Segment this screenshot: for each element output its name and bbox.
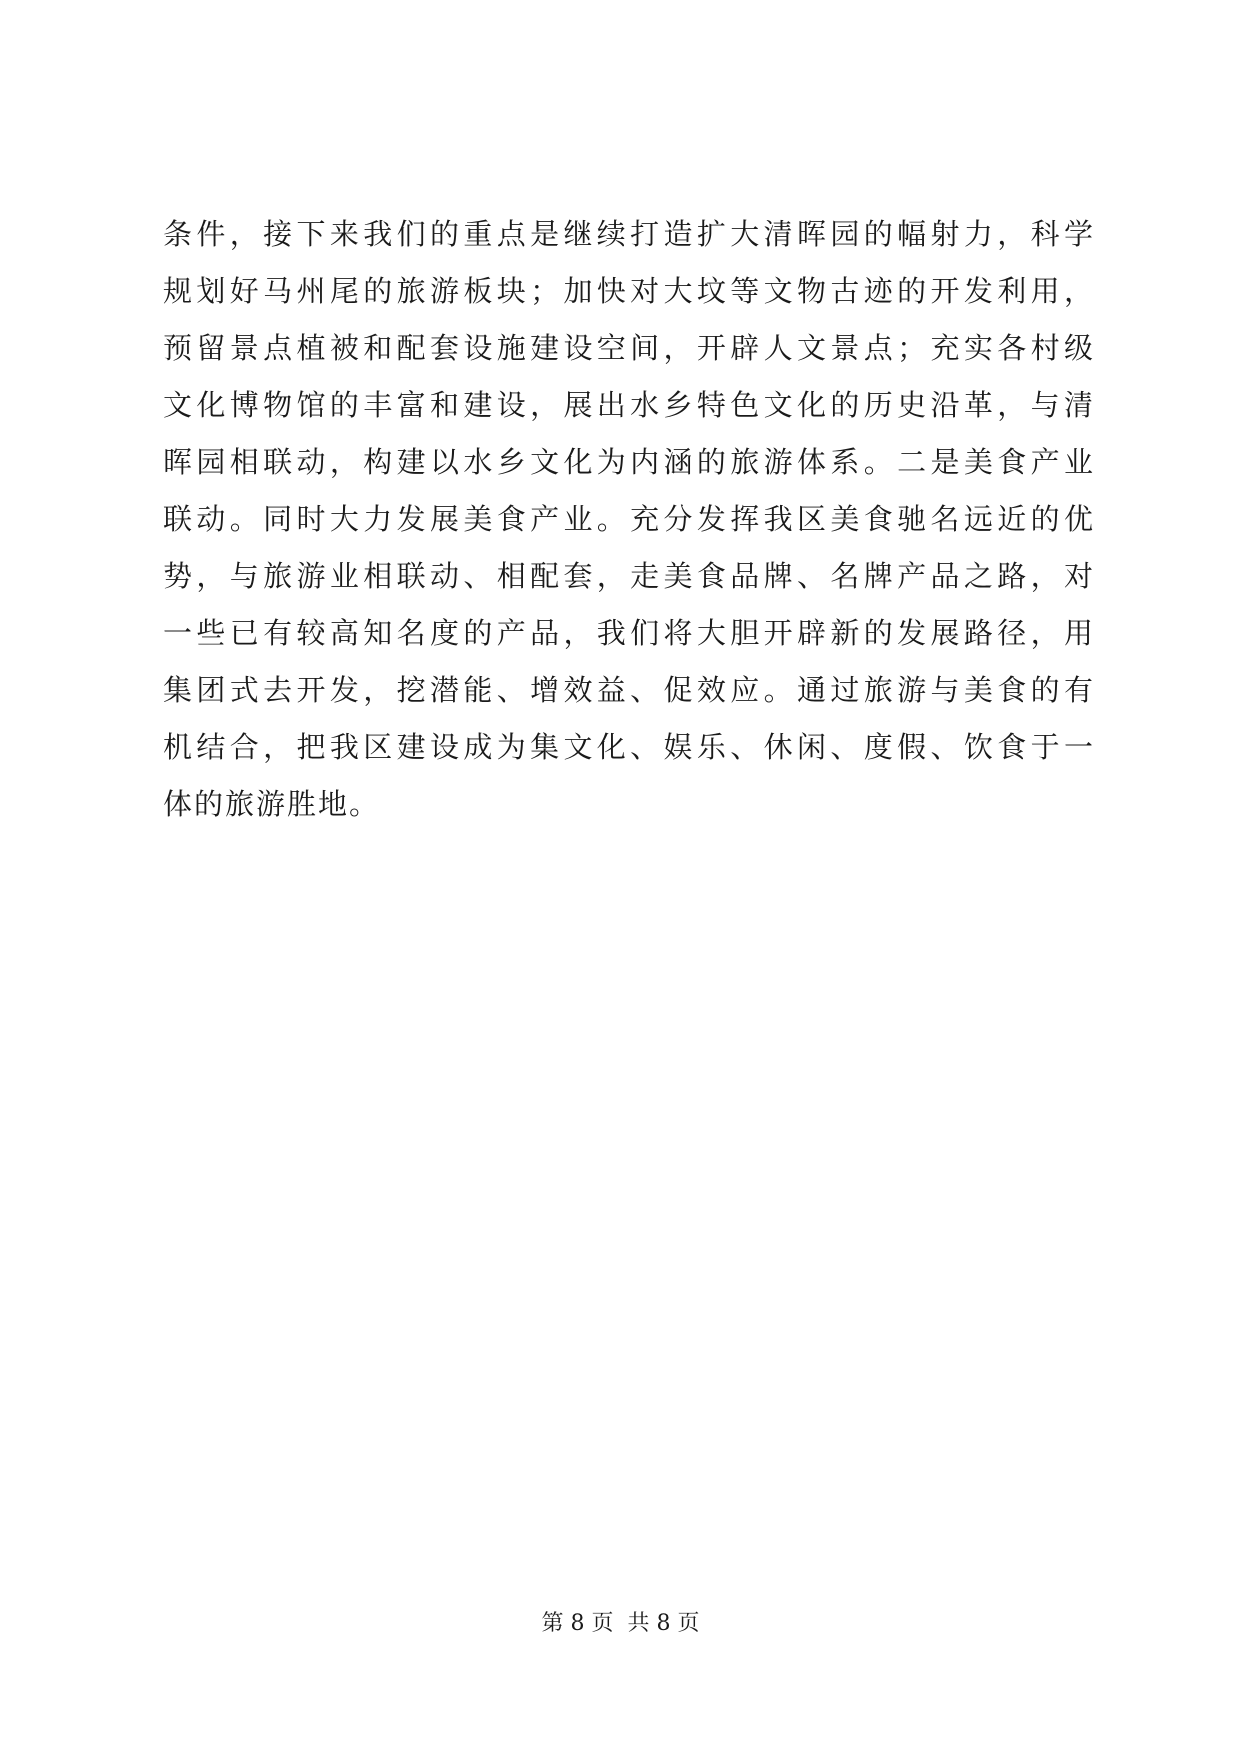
text-line: 势，与旅游业相联动、相配套，走美食品牌、名牌产品之路，对: [163, 559, 1093, 593]
text-line: 规划好马州尾的旅游板块；加快对大坟等文物古迹的开发利用，: [163, 274, 1093, 308]
text-line: 条件，接下来我们的重点是继续打造扩大清晖园的幅射力，科学: [163, 217, 1093, 251]
text-line: 文化博物馆的丰富和建设，展出水乡特色文化的历史沿革，与清: [163, 388, 1093, 422]
text-line: 机结合，把我区建设成为集文化、娱乐、休闲、度假、饮食于一: [163, 730, 1093, 764]
text-line: 集团式去开发，挖潜能、增效益、促效应。通过旅游与美食的有: [163, 673, 1093, 707]
text-line: 一些已有较高知名度的产品，我们将大胆开辟新的发展路径，用: [163, 616, 1093, 650]
text-line: 联动。同时大力发展美食产业。充分发挥我区美食驰名远近的优: [163, 502, 1093, 536]
page-total: 共 8 页: [627, 1611, 700, 1636]
text-line: 晖园相联动，构建以水乡文化为内涵的旅游体系。二是美食产业: [163, 445, 1093, 479]
page-footer: [0, 1609, 1241, 1639]
body-paragraph: [163, 206, 1093, 833]
page-number: 第 8 页: [541, 1611, 614, 1636]
text-line: 体的旅游胜地。: [163, 787, 381, 821]
text-line: 预留景点植被和配套设施建设空间，开辟人文景点；充实各村级: [163, 331, 1093, 365]
